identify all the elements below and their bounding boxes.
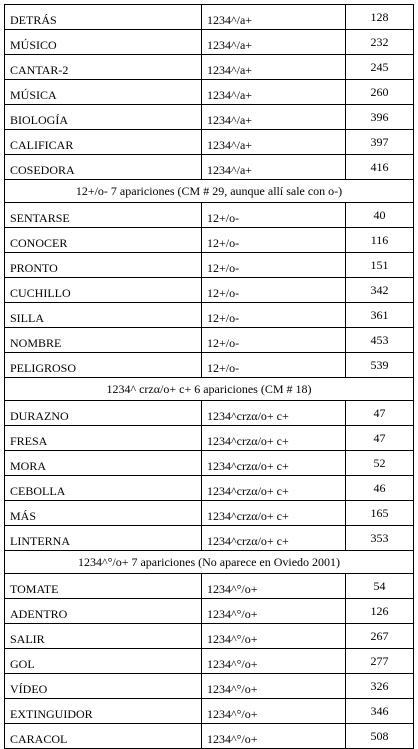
table-row <box>5 526 414 551</box>
table-row <box>5 105 414 130</box>
number-cell: 40 <box>346 203 414 228</box>
code-cell: 1234^/a+ <box>202 105 346 130</box>
word-cell: FRESA <box>5 426 202 451</box>
table-row <box>5 574 414 599</box>
word-cell: CEBOLLA <box>5 476 202 501</box>
word-cell: VÍDEO <box>5 674 202 699</box>
code-cell: 1234^°/o+ <box>202 574 346 599</box>
table-row <box>5 724 414 749</box>
code-cell: 1234^°/o+ <box>202 624 346 649</box>
code-cell: 12+/o- <box>202 328 346 353</box>
code-cell: 12+/o- <box>202 278 346 303</box>
table-row <box>5 674 414 699</box>
number-cell: 151 <box>346 253 414 278</box>
word-cell: TOMATE <box>5 574 202 599</box>
number-cell: 508 <box>346 724 414 749</box>
table-row <box>5 599 414 624</box>
code-cell: 1234^crzα/o+ c+ <box>202 451 346 476</box>
word-cell: BIOLOGÍA <box>5 105 202 130</box>
number-cell: 453 <box>346 328 414 353</box>
number-cell: 353 <box>346 526 414 551</box>
number-cell: 346 <box>346 699 414 724</box>
code-cell: 12+/o- <box>202 203 346 228</box>
number-cell: 52 <box>346 451 414 476</box>
number-cell: 397 <box>346 130 414 155</box>
word-cell: CARACOL <box>5 724 202 749</box>
code-cell: 1234^/a+ <box>202 155 346 180</box>
table-row <box>5 55 414 80</box>
sign-frequency-table <box>4 4 414 749</box>
table-row <box>5 130 414 155</box>
number-cell: 54 <box>346 574 414 599</box>
word-cell: ADENTRO <box>5 599 202 624</box>
number-cell: 128 <box>346 5 414 30</box>
table-row <box>5 253 414 278</box>
group-heading: 1234^°/o+ 7 apariciones (No aparece en Oviedo 2001) <box>5 551 414 574</box>
table-row <box>5 501 414 526</box>
word-cell: LINTERNA <box>5 526 202 551</box>
group-heading: 12+/o- 7 apariciones (CM # 29, aunque allí sale con o-) <box>5 180 414 203</box>
word-cell: NOMBRE <box>5 328 202 353</box>
table-row <box>5 30 414 55</box>
number-cell: 47 <box>346 426 414 451</box>
table-row <box>5 278 414 303</box>
code-cell: 1234^°/o+ <box>202 649 346 674</box>
code-cell: 1234^crzα/o+ c+ <box>202 526 346 551</box>
word-cell: CUCHILLO <box>5 278 202 303</box>
word-cell: CONOCER <box>5 228 202 253</box>
table-row <box>5 303 414 328</box>
word-cell: MÁS <box>5 501 202 526</box>
code-cell: 1234^crzα/o+ c+ <box>202 476 346 501</box>
code-cell: 1234^crzα/o+ c+ <box>202 401 346 426</box>
table-row <box>5 353 414 378</box>
word-cell: SILLA <box>5 303 202 328</box>
code-cell: 1234^°/o+ <box>202 599 346 624</box>
table-row <box>5 476 414 501</box>
word-cell: DETRÁS <box>5 5 202 30</box>
number-cell: 342 <box>346 278 414 303</box>
word-cell: MORA <box>5 451 202 476</box>
code-cell: 12+/o- <box>202 228 346 253</box>
number-cell: 396 <box>346 105 414 130</box>
table-row <box>5 699 414 724</box>
number-cell: 277 <box>346 649 414 674</box>
code-cell: 1234^/a+ <box>202 5 346 30</box>
table-row <box>5 649 414 674</box>
number-cell: 326 <box>346 674 414 699</box>
word-cell: EXTINGUIDOR <box>5 699 202 724</box>
table-row <box>5 328 414 353</box>
number-cell: 361 <box>346 303 414 328</box>
code-cell: 1234^/a+ <box>202 80 346 105</box>
code-cell: 1234^/a+ <box>202 55 346 80</box>
code-cell: 1234^crzα/o+ c+ <box>202 501 346 526</box>
word-cell: MÚSICO <box>5 30 202 55</box>
code-cell: 12+/o- <box>202 253 346 278</box>
code-cell: 12+/o- <box>202 353 346 378</box>
number-cell: 260 <box>346 80 414 105</box>
table-row <box>5 5 414 30</box>
code-cell: 12+/o- <box>202 303 346 328</box>
number-cell: 232 <box>346 30 414 55</box>
table-row <box>5 451 414 476</box>
word-cell: CANTAR-2 <box>5 55 202 80</box>
group-heading: 1234^ crzα/o+ c+ 6 apariciones (CM # 18) <box>5 378 414 401</box>
number-cell: 46 <box>346 476 414 501</box>
number-cell: 116 <box>346 228 414 253</box>
word-cell: COSEDORA <box>5 155 202 180</box>
number-cell: 245 <box>346 55 414 80</box>
word-cell: PRONTO <box>5 253 202 278</box>
table-row <box>5 401 414 426</box>
code-cell: 1234^crzα/o+ c+ <box>202 426 346 451</box>
word-cell: DURAZNO <box>5 401 202 426</box>
number-cell: 126 <box>346 599 414 624</box>
group-heading-row <box>5 180 414 203</box>
table-row <box>5 624 414 649</box>
code-cell: 1234^/a+ <box>202 30 346 55</box>
code-cell: 1234^°/o+ <box>202 674 346 699</box>
table-row <box>5 228 414 253</box>
word-cell: PELIGROSO <box>5 353 202 378</box>
number-cell: 267 <box>346 624 414 649</box>
table-row <box>5 80 414 105</box>
word-cell: SALIR <box>5 624 202 649</box>
code-cell: 1234^°/o+ <box>202 724 346 749</box>
code-cell: 1234^/a+ <box>202 130 346 155</box>
number-cell: 165 <box>346 501 414 526</box>
word-cell: CALIFICAR <box>5 130 202 155</box>
word-cell: MÚSICA <box>5 80 202 105</box>
word-cell: SENTARSE <box>5 203 202 228</box>
table-row <box>5 426 414 451</box>
number-cell: 47 <box>346 401 414 426</box>
word-cell: GOL <box>5 649 202 674</box>
number-cell: 416 <box>346 155 414 180</box>
code-cell: 1234^°/o+ <box>202 699 346 724</box>
table-row <box>5 155 414 180</box>
table-body <box>5 5 414 749</box>
group-heading-row <box>5 378 414 401</box>
number-cell: 539 <box>346 353 414 378</box>
table-row <box>5 203 414 228</box>
group-heading-row <box>5 551 414 574</box>
